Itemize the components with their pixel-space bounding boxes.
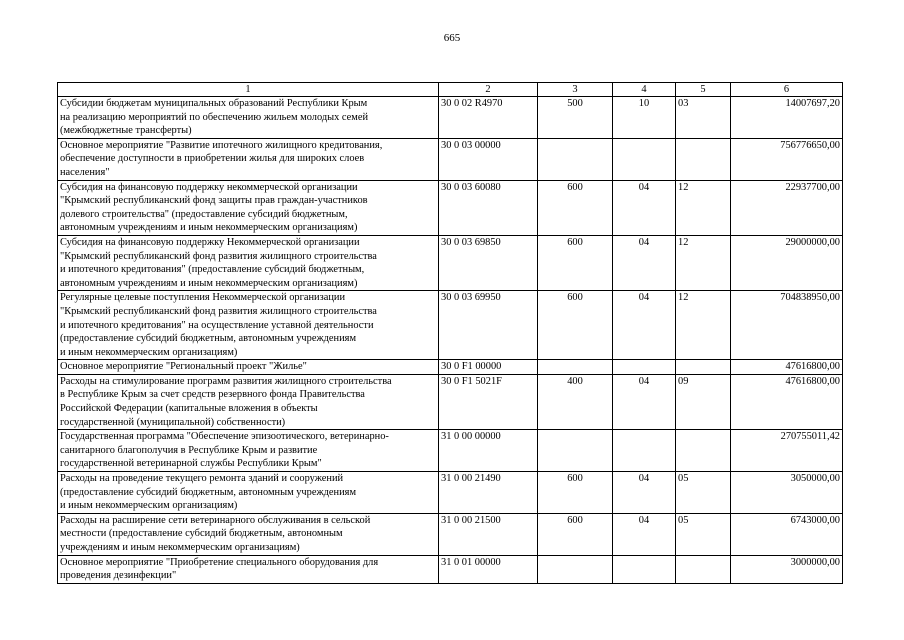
row-col5 bbox=[676, 138, 731, 180]
row-col5: 05 bbox=[676, 513, 731, 555]
row-name: Регулярные целевые поступления Некоммерческой организации "Крымский республиканский фонд развития жилищного строительства и ипотечного кредитования" на осуществление уставной деятельности (предоставление субсидий бюджетным, автономным учреждениям и иным некоммерческим организациям) bbox=[58, 291, 439, 360]
table-row bbox=[58, 430, 843, 472]
row-amount: 6743000,00 bbox=[731, 513, 843, 555]
row-amount: 47616800,00 bbox=[731, 360, 843, 375]
row-col5 bbox=[676, 360, 731, 375]
header-col-5: 5 bbox=[676, 83, 731, 97]
row-col4: 04 bbox=[613, 291, 676, 360]
row-col4 bbox=[613, 360, 676, 375]
header-col-6: 6 bbox=[731, 83, 843, 97]
row-code: 30 0 03 60080 bbox=[439, 180, 538, 235]
header-row bbox=[58, 83, 843, 97]
header-col-3: 3 bbox=[538, 83, 613, 97]
row-amount: 704838950,00 bbox=[731, 291, 843, 360]
row-col5: 03 bbox=[676, 97, 731, 139]
row-amount: 14007697,20 bbox=[731, 97, 843, 139]
row-col4: 04 bbox=[613, 235, 676, 290]
row-name: Основное мероприятие "Региональный проект "Жилье" bbox=[58, 360, 439, 375]
row-col4: 04 bbox=[613, 472, 676, 514]
header-col-2: 2 bbox=[439, 83, 538, 97]
row-col5: 12 bbox=[676, 291, 731, 360]
row-col4 bbox=[613, 555, 676, 583]
row-col4: 04 bbox=[613, 513, 676, 555]
row-col3: 600 bbox=[538, 291, 613, 360]
row-amount: 756776650,00 bbox=[731, 138, 843, 180]
row-code: 31 0 00 21500 bbox=[439, 513, 538, 555]
row-col5 bbox=[676, 555, 731, 583]
row-code: 30 0 03 00000 bbox=[439, 138, 538, 180]
table-row bbox=[58, 360, 843, 375]
row-amount: 3000000,00 bbox=[731, 555, 843, 583]
row-name: Субсидии бюджетам муниципальных образований Республики Крым на реализацию мероприятий по обеспечению жильем молодых семей (межбюджетные трансферты) bbox=[58, 97, 439, 139]
table-body bbox=[58, 97, 843, 584]
row-amount: 3050000,00 bbox=[731, 472, 843, 514]
row-col5: 09 bbox=[676, 374, 731, 429]
table-row bbox=[58, 513, 843, 555]
row-name: Расходы на стимулирование программ развития жилищного строительства в Республике Крым за счет средств резервного фонда Правительства Российской Федерации (капитальные вложения в объекты государственной (муниципальной) собственности) bbox=[58, 374, 439, 429]
row-col3: 400 bbox=[538, 374, 613, 429]
table-row bbox=[58, 138, 843, 180]
row-col3: 600 bbox=[538, 513, 613, 555]
row-col3: 600 bbox=[538, 180, 613, 235]
table-row bbox=[58, 555, 843, 583]
row-col3: 500 bbox=[538, 97, 613, 139]
row-name: Основное мероприятие "Приобретение специального оборудования для проведения дезинфекции" bbox=[58, 555, 439, 583]
row-col3 bbox=[538, 430, 613, 472]
row-code: 30 0 03 69950 bbox=[439, 291, 538, 360]
budget-table bbox=[57, 82, 843, 584]
row-name: Основное мероприятие "Развитие ипотечного жилищного кредитования, обеспечение доступности в приобретении жилья для широких слоев населения" bbox=[58, 138, 439, 180]
table-row bbox=[58, 235, 843, 290]
row-code: 30 0 02 R4970 bbox=[439, 97, 538, 139]
table-row bbox=[58, 180, 843, 235]
row-code: 30 0 F1 00000 bbox=[439, 360, 538, 375]
row-col3: 600 bbox=[538, 235, 613, 290]
row-col5: 12 bbox=[676, 235, 731, 290]
row-code: 31 0 00 21490 bbox=[439, 472, 538, 514]
row-amount: 22937700,00 bbox=[731, 180, 843, 235]
table-row bbox=[58, 291, 843, 360]
header-col-4: 4 bbox=[613, 83, 676, 97]
row-name: Субсидия на финансовую поддержку Некоммерческой организации "Крымский республиканский фонд развития жилищного строительства и ипотечного кредитования" (предоставление субсидий бюджетным, автономным учреждениям и иным некоммерческим организациям) bbox=[58, 235, 439, 290]
table-row bbox=[58, 472, 843, 514]
row-col3 bbox=[538, 555, 613, 583]
row-col5: 12 bbox=[676, 180, 731, 235]
row-name: Расходы на проведение текущего ремонта зданий и сооружений (предоставление субсидий бюджетным, автономным учреждениям и иным некоммерческим организациям) bbox=[58, 472, 439, 514]
row-col3: 600 bbox=[538, 472, 613, 514]
row-col4 bbox=[613, 430, 676, 472]
row-code: 30 0 F1 5021F bbox=[439, 374, 538, 429]
row-name: Субсидия на финансовую поддержку некоммерческой организации "Крымский республиканский фонд защиты прав граждан-участников долевого строительства" (предоставление субсидий бюджетным, автономным учреждениям и иным некоммерческим организациям) bbox=[58, 180, 439, 235]
page-number: 665 bbox=[443, 32, 461, 44]
row-amount: 29000000,00 bbox=[731, 235, 843, 290]
row-amount: 270755011,42 bbox=[731, 430, 843, 472]
table-header bbox=[58, 83, 843, 97]
row-code: 31 0 01 00000 bbox=[439, 555, 538, 583]
table-row bbox=[58, 374, 843, 429]
row-name: Государственная программа "Обеспечение эпизоотического, ветеринарно- санитарного благополучия в Республике Крым и развитие государственной ветеринарной службы Республики Крым" bbox=[58, 430, 439, 472]
row-code: 31 0 00 00000 bbox=[439, 430, 538, 472]
row-col4 bbox=[613, 138, 676, 180]
row-col5 bbox=[676, 430, 731, 472]
table-row bbox=[58, 97, 843, 139]
row-col4: 04 bbox=[613, 374, 676, 429]
row-code: 30 0 03 69850 bbox=[439, 235, 538, 290]
row-col3 bbox=[538, 360, 613, 375]
header-col-1: 1 bbox=[58, 83, 439, 97]
row-col3 bbox=[538, 138, 613, 180]
row-amount: 47616800,00 bbox=[731, 374, 843, 429]
row-col4: 10 bbox=[613, 97, 676, 139]
row-col5: 05 bbox=[676, 472, 731, 514]
row-col4: 04 bbox=[613, 180, 676, 235]
row-name: Расходы на расширение сети ветеринарного обслуживания в сельской местности (предоставление субсидий бюджетным, автономным учреждениям и иным некоммерческим организациям) bbox=[58, 513, 439, 555]
